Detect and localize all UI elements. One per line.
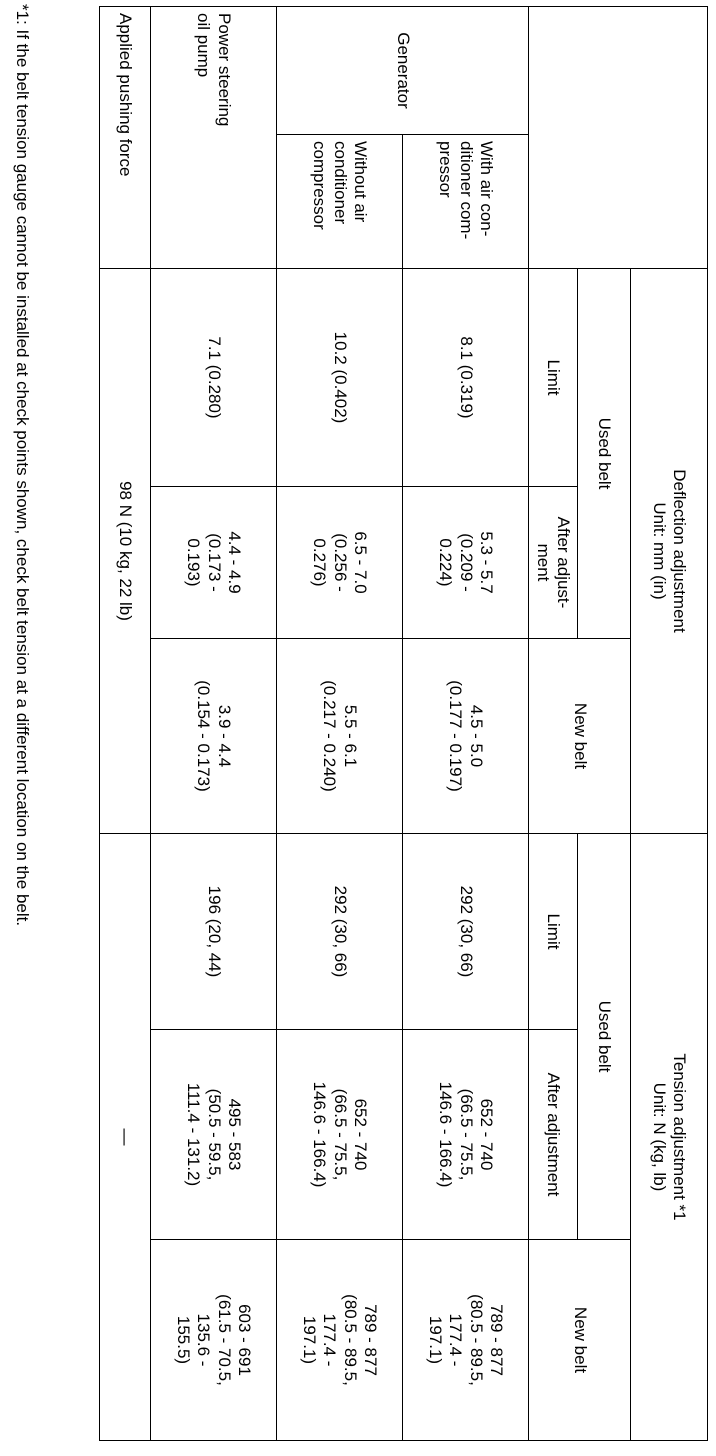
tension-after-adjustment-header: After adjustment xyxy=(529,1030,578,1240)
deflection-title: Deflection adjustment xyxy=(670,469,690,633)
deflection-used-belt-header: Used belt xyxy=(578,269,631,639)
without-ac-label: Without air conditioner compressor xyxy=(277,135,403,269)
without-ac-tension-after: 652 - 740 (66.5 - 75.5, 146.6 - 166.4) xyxy=(277,1030,403,1240)
applied-force-label: Applied pushing force xyxy=(100,7,151,269)
deflection-unit: Unit: mm (in) xyxy=(650,502,669,600)
row-without-air-conditioner xyxy=(277,7,403,1441)
with-ac-tension-after: 652 - 740 (66.5 - 75.5, 146.6 - 166.4) xyxy=(403,1030,529,1240)
without-ac-deflection-new: 5.5 - 6.1 (0.217 - 0.240) xyxy=(277,639,403,834)
ps-tension-new: 603 - 691 (61.5 - 70.5, 135.6 - 155.5) xyxy=(151,1240,277,1441)
tension-used-belt-header: Used belt xyxy=(578,834,631,1240)
tension-header xyxy=(631,834,708,1441)
without-ac-deflection-limit: 10.2 (0.402) xyxy=(277,269,403,487)
tension-title: Tension adjustment *1 xyxy=(670,1053,690,1221)
header-row-1 xyxy=(631,7,708,1441)
without-ac-tension-limit: 292 (30, 66) xyxy=(277,834,403,1030)
tension-unit: Unit: N (kg, lb) xyxy=(650,1082,669,1192)
with-ac-tension-limit: 292 (30, 66) xyxy=(403,834,529,1030)
footnote: *1: If the belt tension gauge cannot be installed at check points shown, check belt tension at a different location on the belt. xyxy=(13,4,32,927)
ps-tension-limit: 196 (20, 44) xyxy=(151,834,277,1030)
row-applied-force xyxy=(100,7,151,1441)
belt-spec-table xyxy=(99,6,708,1441)
with-ac-tension-new: 789 - 877 (80.5 - 89.5, 177.4 - 197.1) xyxy=(403,1240,529,1441)
row-power-steering xyxy=(151,7,277,1441)
without-ac-deflection-after: 6.5 - 7.0 (0.256 - 0.276) xyxy=(277,487,403,639)
generator-label: Generator xyxy=(277,7,529,135)
with-ac-deflection-new: 4.5 - 5.0 (0.177 - 0.197) xyxy=(403,639,529,834)
deflection-new-belt-header: New belt xyxy=(529,639,631,834)
corner-blank-cell xyxy=(529,7,708,269)
without-ac-tension-new: 789 - 877 (80.5 - 89.5, 177.4 - 197.1) xyxy=(277,1240,403,1441)
deflection-limit-header: Limit xyxy=(529,269,578,487)
tension-limit-header: Limit xyxy=(529,834,578,1030)
ps-tension-after: 495 - 583 (50.5 - 59.5, 111.4 - 131.2) xyxy=(151,1030,277,1240)
tension-new-belt-header: New belt xyxy=(529,1240,631,1441)
row-with-air-conditioner xyxy=(403,7,529,1441)
power-steering-label: Power steering oil pump xyxy=(151,7,277,269)
with-ac-label: With air con- ditioner com- pressor xyxy=(403,135,529,269)
with-ac-deflection-limit: 8.1 (0.319) xyxy=(403,269,529,487)
ps-deflection-limit: 7.1 (0.280) xyxy=(151,269,277,487)
deflection-after-adjustment-header: After adjust- ment xyxy=(529,487,578,639)
with-ac-deflection-after: 5.3 - 5.7 (0.209 - 0.224) xyxy=(403,487,529,639)
deflection-header xyxy=(631,269,708,834)
ps-deflection-after: 4.4 - 4.9 (0.173 - 0.193) xyxy=(151,487,277,639)
applied-force-value: 98 N (10 kg, 22 lb) xyxy=(100,269,151,834)
ps-deflection-new: 3.9 - 4.4 (0.154 - 0.173) xyxy=(151,639,277,834)
applied-force-tension-dash: — xyxy=(100,834,151,1441)
